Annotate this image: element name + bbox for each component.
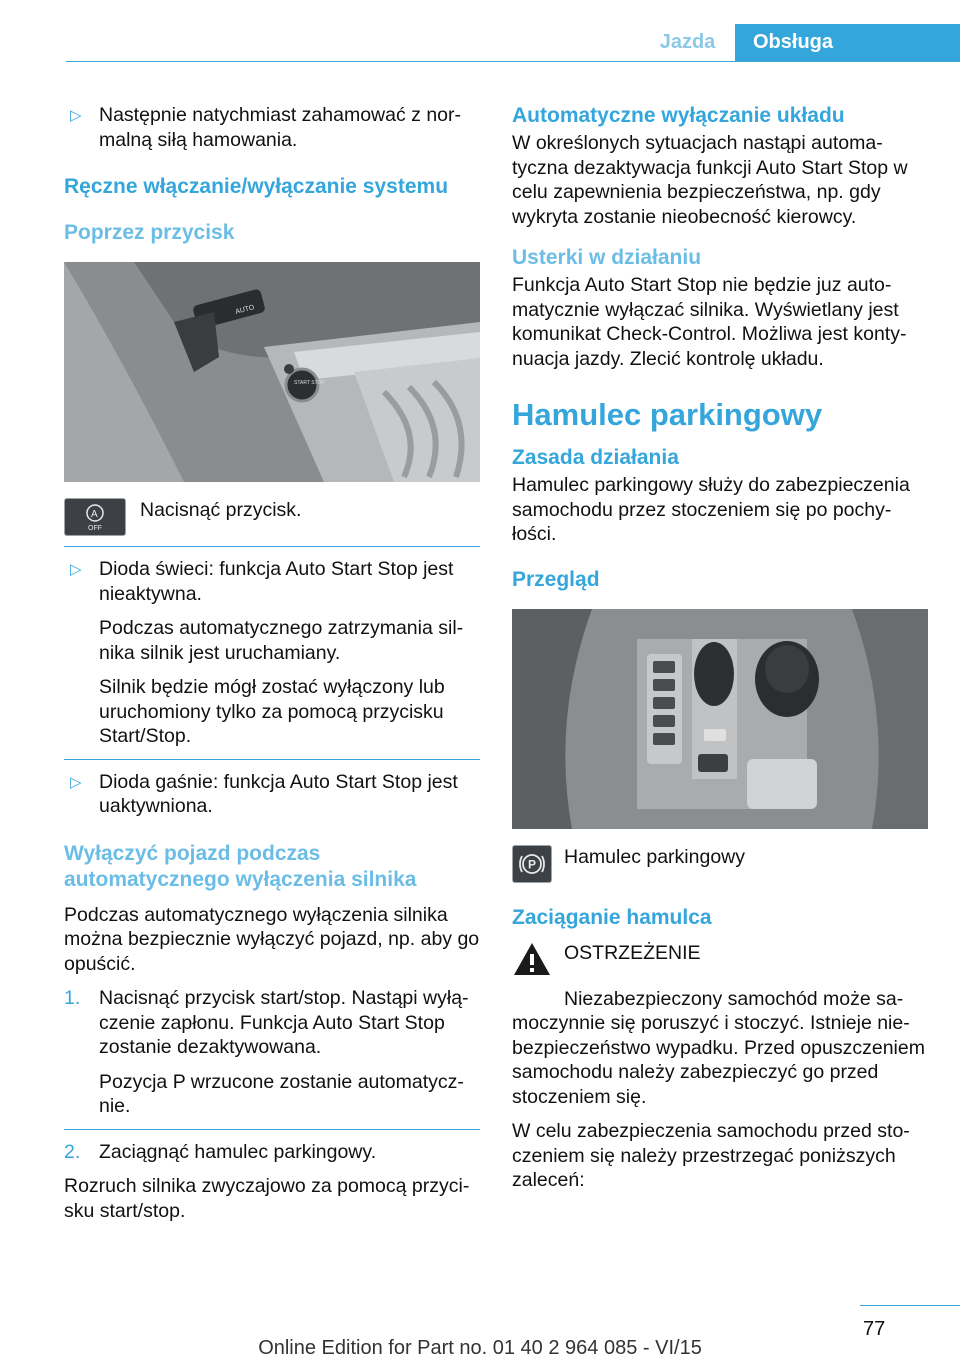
final-text: W celu zabezpieczenia samochodu przed stoczeniem się należy przestrzegać poniższych zaleceń:: [512, 1120, 910, 1191]
turn-off-intro: Podczas automatycznego wyłączenia silnika można bezpiecznie wyłączyć pojazd, np. aby go opuścić.: [64, 903, 480, 975]
auto-start-stop-off-icon: [64, 498, 126, 536]
warning-icon: [512, 941, 552, 981]
page-number: 77: [863, 1318, 886, 1340]
separator: [64, 759, 480, 760]
photo-steering-column: [64, 262, 480, 482]
footer-edition: Online Edition for Part no. 01 40 2 964 085 - VI/15: [258, 1337, 702, 1359]
faults-text: Funkcja Auto Start Stop nie będzie juz automatycznie wyłączać silnika. Wyświetlany jest komunikat Check-Control. Możliwa jest kontynuacja jazdy. Zlecić kontrolę układu.: [512, 274, 907, 370]
auto-off-text: W określonych sytuacjach nastąpi automatyczna dezaktywacja funkcji Auto Start Stop w celu zapewnienia bezpieczeństwa, np. gdy wykryta zostanie nieobecność kierowcy.: [512, 132, 908, 228]
separator: [64, 546, 480, 547]
heading-parking-brake: Hamulec parkingowy: [512, 397, 823, 432]
heading-overview: Przegląd: [512, 567, 600, 591]
separator: [64, 1129, 480, 1130]
warning-title: OSTRZEŻENIE: [564, 941, 701, 964]
step-1-note: Pozycja P wrzucone zostanie automatycznie.: [99, 1070, 464, 1117]
bullet-led-on: ▷ Dioda świeci: funkcja Auto Start Stop jest nieaktywna.: [70, 558, 454, 605]
heading-apply-brake: Zaciąganie hamulca: [512, 905, 712, 929]
restart-text: Rozruch silnika zwyczajowo za pomocą przycisku start/stop.: [64, 1175, 470, 1222]
auto-label: AUTO: [234, 304, 256, 316]
triangle-icon: ▷: [70, 107, 82, 124]
heading-button: Poprzez przycisk: [64, 221, 235, 244]
warning-text: Niezabezpieczony samochód może samoczynnie się poruszyć i stoczyć. Istnieje niebezpieczeństwo wypadku. Przed opuszczeniem samochodu należy zabezpieczyć go przed stoczeniem się.: [512, 987, 925, 1108]
svg-text:P: P: [528, 857, 537, 871]
warning-block: [512, 941, 928, 981]
led-on-note-1: Podczas automatycznego zatrzymania silnika silnik jest uruchamiany.: [99, 617, 464, 664]
principle-text: Hamulec parkingowy służy do zabezpieczenia samochodu przez stoczeniem się po pochyłości.: [512, 474, 910, 545]
triangle-icon: ▷: [70, 773, 82, 791]
left-column: [64, 103, 480, 1233]
heading-faults: Usterki w działaniu: [512, 246, 702, 269]
press-button-text: Nacisnąć przycisk.: [140, 499, 302, 521]
photo-center-console: [512, 609, 928, 829]
step-number: 1.: [64, 987, 81, 1009]
right-column: [512, 103, 928, 1203]
led-on-note-2: Silnik będzie mógł zostać wyłączony lub uruchomiony tylko za pomocą przycisku Start/Stop.: [99, 676, 445, 747]
heading-turn-off: Wyłączyć pojazd podczas automatycznego wyłączenia silnika: [64, 841, 417, 891]
step-1: 1. Nacisnąć przycisk start/stop. Nastąpi wyłączenie zapłonu. Funkcja Auto Start Stop zostanie dezaktywowana.: [64, 987, 469, 1058]
off-label: OFF: [88, 525, 102, 532]
step-number: 2.: [64, 1140, 81, 1163]
header-rule: [66, 61, 960, 62]
heading-auto-off: Automatyczne wyłączanie układu: [512, 104, 845, 127]
parking-brake-icon-row: [512, 845, 928, 883]
triangle-icon: ▷: [70, 561, 82, 578]
tab-jazda[interactable]: Jazda: [659, 31, 716, 53]
step-2: 2. Zaciągnąć hamulec parkingowy.: [64, 1140, 377, 1163]
start-stop-label: START STOP: [294, 380, 325, 386]
tab-obsluga[interactable]: Obsługa: [735, 24, 960, 61]
parking-brake-icon: [512, 845, 552, 883]
bullet-brake: ▷ Następnie natychmiast zahamować z normalną siłą hamowania.: [70, 104, 462, 151]
heading-principle: Zasada działania: [512, 446, 679, 469]
bullet-led-off: ▷ Dioda gaśnie: funkcja Auto Start Stop jest uaktywniona.: [70, 770, 458, 817]
svg-text:A: A: [91, 509, 98, 520]
auto-off-icon-row: [64, 498, 480, 536]
parking-brake-label: Hamulec parkingowy: [564, 845, 745, 868]
heading-manual: Ręczne włączanie/wyłączanie systemu: [64, 175, 449, 198]
footer-rule: [860, 1305, 960, 1306]
